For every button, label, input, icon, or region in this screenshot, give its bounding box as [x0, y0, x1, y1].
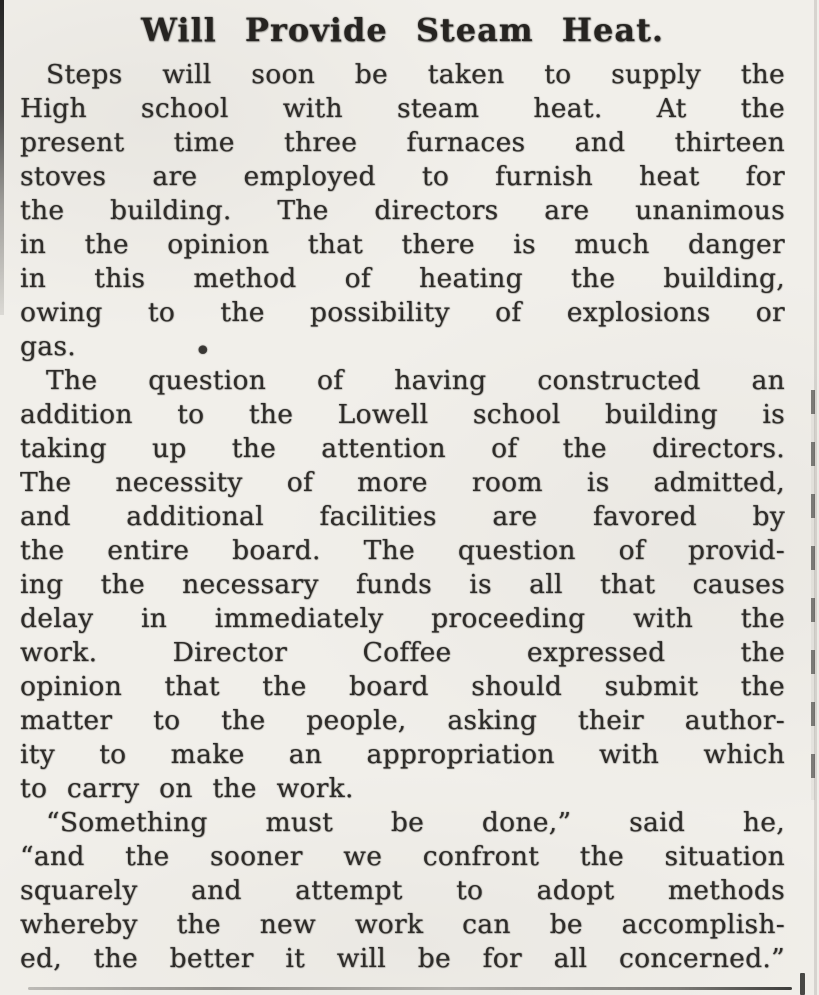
- text-line: delay in immediately proceeding with the: [20, 603, 785, 634]
- paragraph: [20, 806, 785, 976]
- text-line: ing the necessary funds is all that causes: [20, 569, 785, 600]
- text-line: squarely and attempt to adopt methods: [20, 875, 785, 906]
- text-line: Steps will soon be taken to supply the: [46, 59, 785, 90]
- article-title: Will Provide Steam Heat.: [140, 11, 665, 49]
- text-line: opinion that the board should submit the: [20, 671, 785, 702]
- ink-dot-artifact: •: [194, 334, 212, 369]
- text-line: ity to make an appropriation with which: [20, 739, 785, 770]
- text-line: to carry on the work.: [20, 773, 354, 804]
- text-line: ed, the better it will be for all concerned.”: [20, 943, 785, 974]
- text-line: work. Director Coffee expressed the: [20, 637, 785, 668]
- text-line: matter to the people, asking their author-: [20, 705, 785, 736]
- text-line: gas.: [20, 331, 76, 362]
- text-line: The necessity of more room is admitted,: [20, 467, 785, 498]
- column-rule-right: [811, 390, 815, 800]
- article-body: [20, 58, 785, 976]
- paragraph: [20, 364, 785, 806]
- text-line: whereby the new work can be accomplish-: [20, 909, 785, 940]
- text-line: “Something must be done,” said he,: [46, 807, 785, 838]
- bottom-rule: [28, 987, 792, 990]
- text-line: “and the sooner we confront the situation: [20, 841, 785, 872]
- column-rule-right-tick: [800, 973, 805, 995]
- text-line: the building. The directors are unanimous: [20, 195, 785, 226]
- text-line: in the opinion that there is much danger: [20, 229, 785, 260]
- text-line: the entire board. The question of provid-: [20, 535, 785, 566]
- text-line: addition to the Lowell school building is: [20, 399, 785, 430]
- text-line: stoves are employed to furnish heat for: [20, 161, 785, 192]
- text-line: High school with steam heat. At the: [20, 93, 785, 124]
- text-line: in this method of heating the building,: [20, 263, 785, 294]
- text-line: owing to the possibility of explosions or: [20, 297, 785, 328]
- text-line: present time three furnaces and thirteen: [20, 127, 785, 158]
- text-line: The question of having constructed an: [46, 365, 785, 396]
- text-line: taking up the attention of the directors.: [20, 433, 785, 464]
- paragraph: [20, 58, 785, 369]
- text-line: and additional facilities are favored by: [20, 501, 785, 532]
- column-rule-left: [0, 0, 4, 315]
